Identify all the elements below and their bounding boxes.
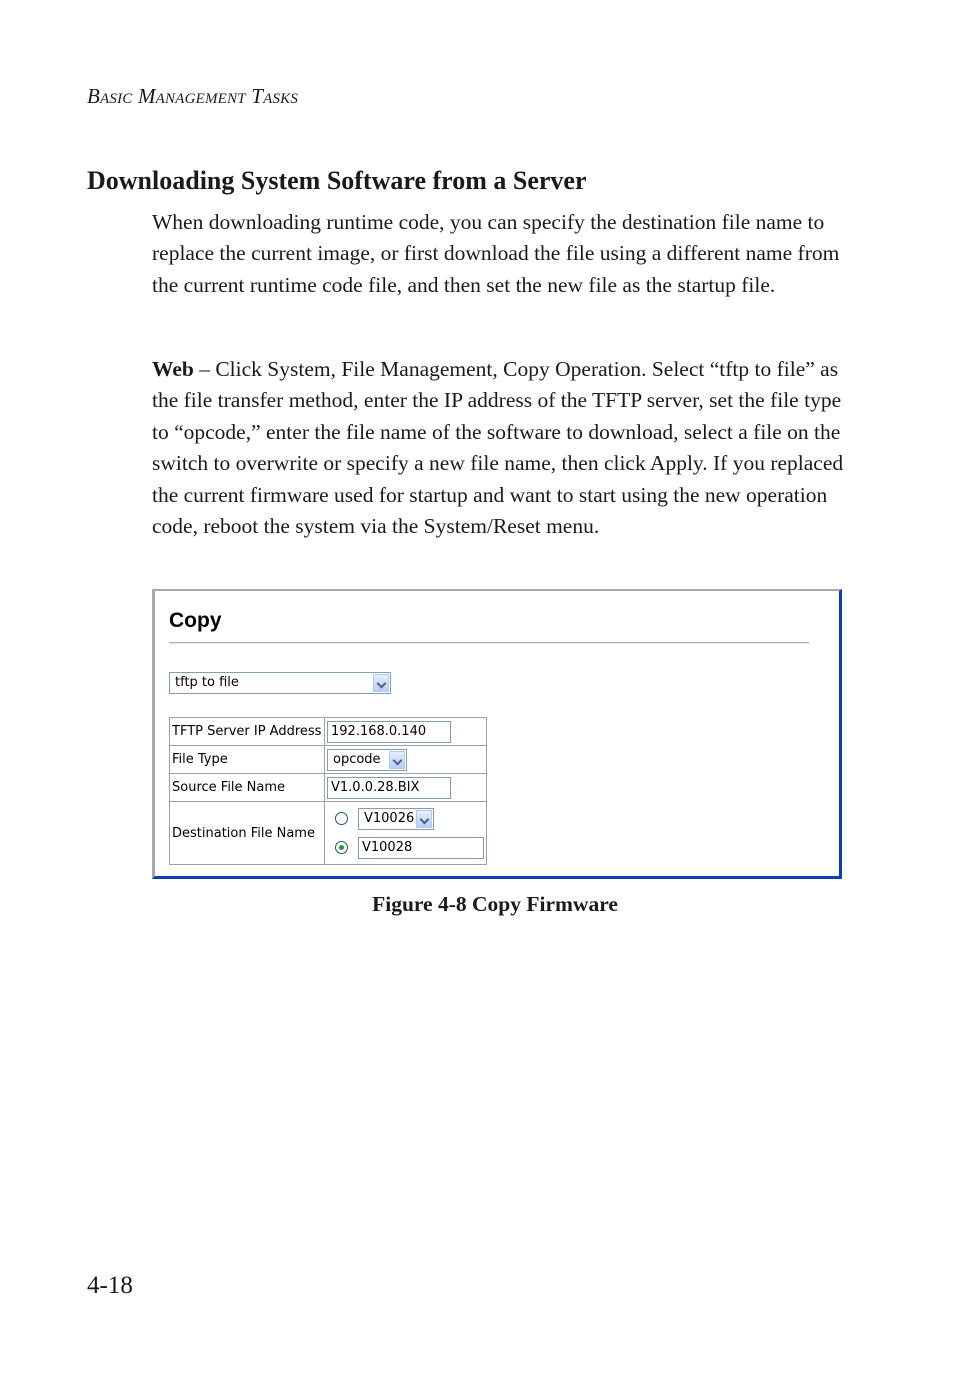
copy-firmware-screenshot: [152, 589, 842, 879]
existing-file-select[interactable]: [358, 808, 434, 830]
table-row: [170, 718, 487, 746]
copy-page-title: Copy: [169, 609, 222, 632]
running-head: Basic Management Tasks: [87, 84, 299, 108]
server-ip-input[interactable]: 192.168.0.140: [327, 721, 451, 743]
new-file-option: [327, 833, 484, 862]
section-title: Downloading System Software from a Server: [87, 166, 587, 195]
file-type-label: File Type: [170, 746, 325, 774]
existing-file-option: [327, 804, 484, 833]
copy-settings-table: [169, 717, 487, 865]
figure-caption: Figure 4-8 Copy Firmware: [372, 892, 618, 916]
chevron-down-icon[interactable]: [416, 810, 432, 828]
source-file-label: Source File Name: [170, 774, 325, 802]
copy-method-value: tftp to file: [175, 675, 239, 690]
existing-file-value: V10026: [364, 810, 415, 826]
new-file-radio[interactable]: [335, 841, 348, 854]
source-file-input[interactable]: V1.0.0.28.BIX: [327, 777, 451, 799]
file-type-select[interactable]: [327, 749, 407, 771]
new-file-input[interactable]: V10028: [358, 837, 484, 859]
table-row: [170, 774, 487, 802]
web-instructions-text: – Click System, File Management, Copy Operation. Select “tftp to file” as the file transfer method, enter the IP address of the TFTP server, set the file type to “opcode,” enter the file name of the software to download, select a file on the switch to overwrite or specify a new file name, then click Apply. If you replaced the current firmware used for startup and want to start using the new operation code, reboot the system via the System/Reset menu.: [152, 357, 844, 539]
page-number: 4-18: [87, 1272, 133, 1299]
intro-paragraph: When downloading runtime code, you can specify the destination file name to replace the current image, or first download the file using a different name from the current runtime code file, and then set the new file as the startup file.: [152, 210, 840, 297]
chevron-down-icon[interactable]: [389, 751, 405, 769]
server-ip-label: TFTP Server IP Address: [170, 718, 325, 746]
web-lead: Web: [152, 357, 194, 381]
copy-method-select[interactable]: [169, 672, 391, 694]
table-row: [170, 746, 487, 774]
title-divider: [169, 642, 809, 644]
chevron-down-icon[interactable]: [373, 674, 389, 692]
existing-file-radio[interactable]: [335, 812, 348, 825]
web-instructions-paragraph: [152, 354, 852, 542]
file-type-value: opcode: [333, 751, 381, 767]
destination-file-label: Destination File Name: [170, 802, 325, 865]
table-row: [170, 802, 487, 865]
